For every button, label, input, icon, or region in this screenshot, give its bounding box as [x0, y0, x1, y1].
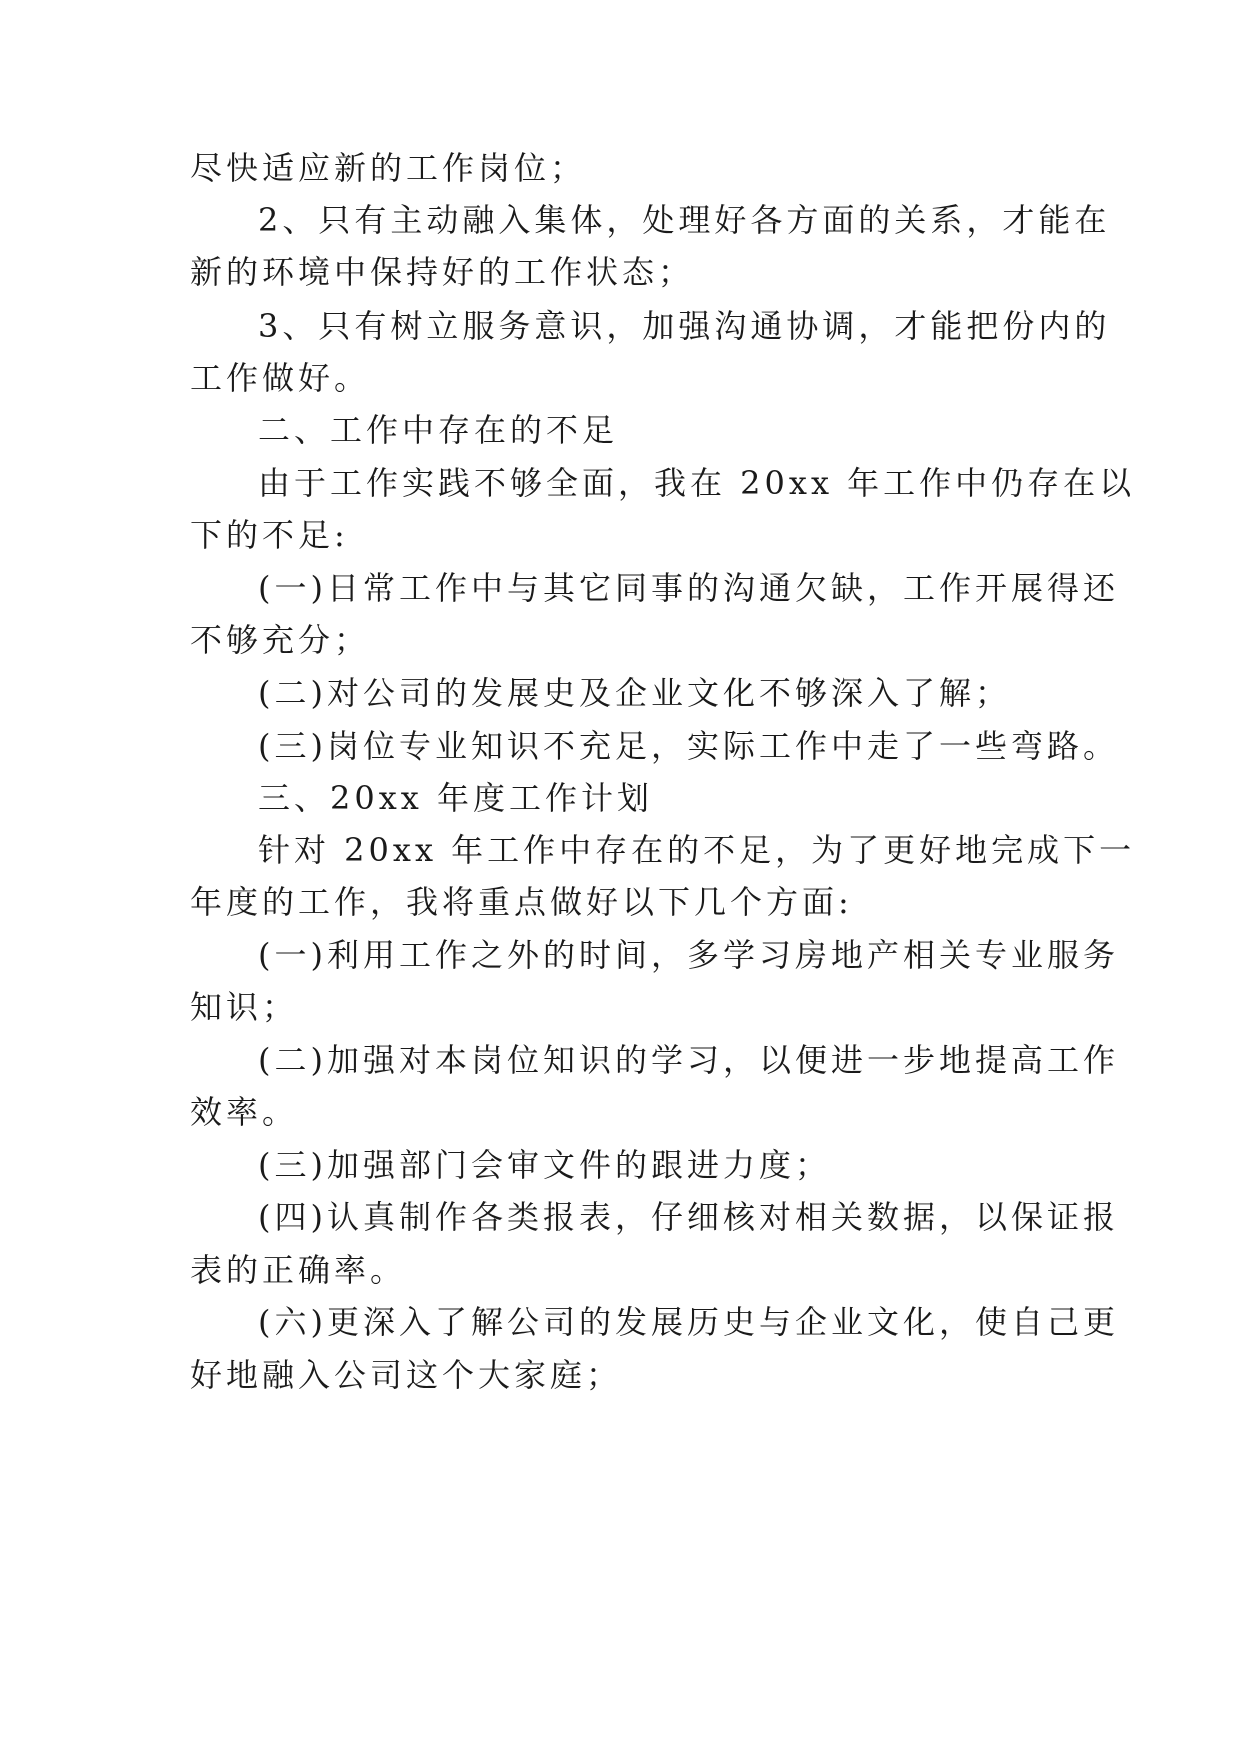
text-line: 尽快适应新的工作岗位； — [190, 149, 587, 187]
text-line: (二)对公司的发展史及企业文化不够深入了解； — [258, 674, 1011, 712]
text-line: 新的环境中保持好的工作状态； — [190, 253, 695, 291]
text-line: (一)利用工作之外的时间，多学习房地产相关专业服务 — [258, 936, 1119, 974]
text-line: 表的正确率。 — [190, 1251, 407, 1289]
text-line: 针对 20xx 年工作中存在的不足，为了更好地完成下一 — [258, 831, 1136, 869]
text-line: 2、只有主动融入集体，处理好各方面的关系，才能在 — [258, 201, 1111, 239]
text-line: 知识； — [190, 988, 299, 1026]
text-line: (二)加强对本岗位知识的学习，以便进一步地提高工作 — [258, 1041, 1119, 1079]
text-line: (六)更深入了解公司的发展历史与企业文化，使自己更 — [258, 1303, 1119, 1341]
text-line: (三)加强部门会审文件的跟进力度； — [258, 1146, 831, 1184]
section-heading: 二、工作中存在的不足 — [258, 411, 619, 449]
text-line: 不够充分； — [190, 621, 371, 659]
text-line: 3、只有树立服务意识，加强沟通协调，才能把份内的 — [258, 307, 1111, 345]
text-line: 效率。 — [190, 1093, 299, 1131]
text-line: (三)岗位专业知识不充足，实际工作中走了一些弯路。 — [258, 727, 1119, 765]
text-line: (四)认真制作各类报表，仔细核对相关数据，以保证报 — [258, 1198, 1119, 1236]
text-line: (一)日常工作中与其它同事的沟通欠缺，工作开展得还 — [258, 569, 1119, 607]
text-line: 好地融入公司这个大家庭； — [190, 1356, 623, 1394]
text-line: 工作做好。 — [190, 359, 371, 397]
text-line: 下的不足: — [190, 516, 349, 554]
text-line: 由于工作实践不够全面，我在 20xx 年工作中仍存在以 — [258, 464, 1136, 502]
section-heading: 三、20xx 年度工作计划 — [258, 779, 653, 817]
text-line: 年度的工作，我将重点做好以下几个方面: — [190, 883, 853, 921]
